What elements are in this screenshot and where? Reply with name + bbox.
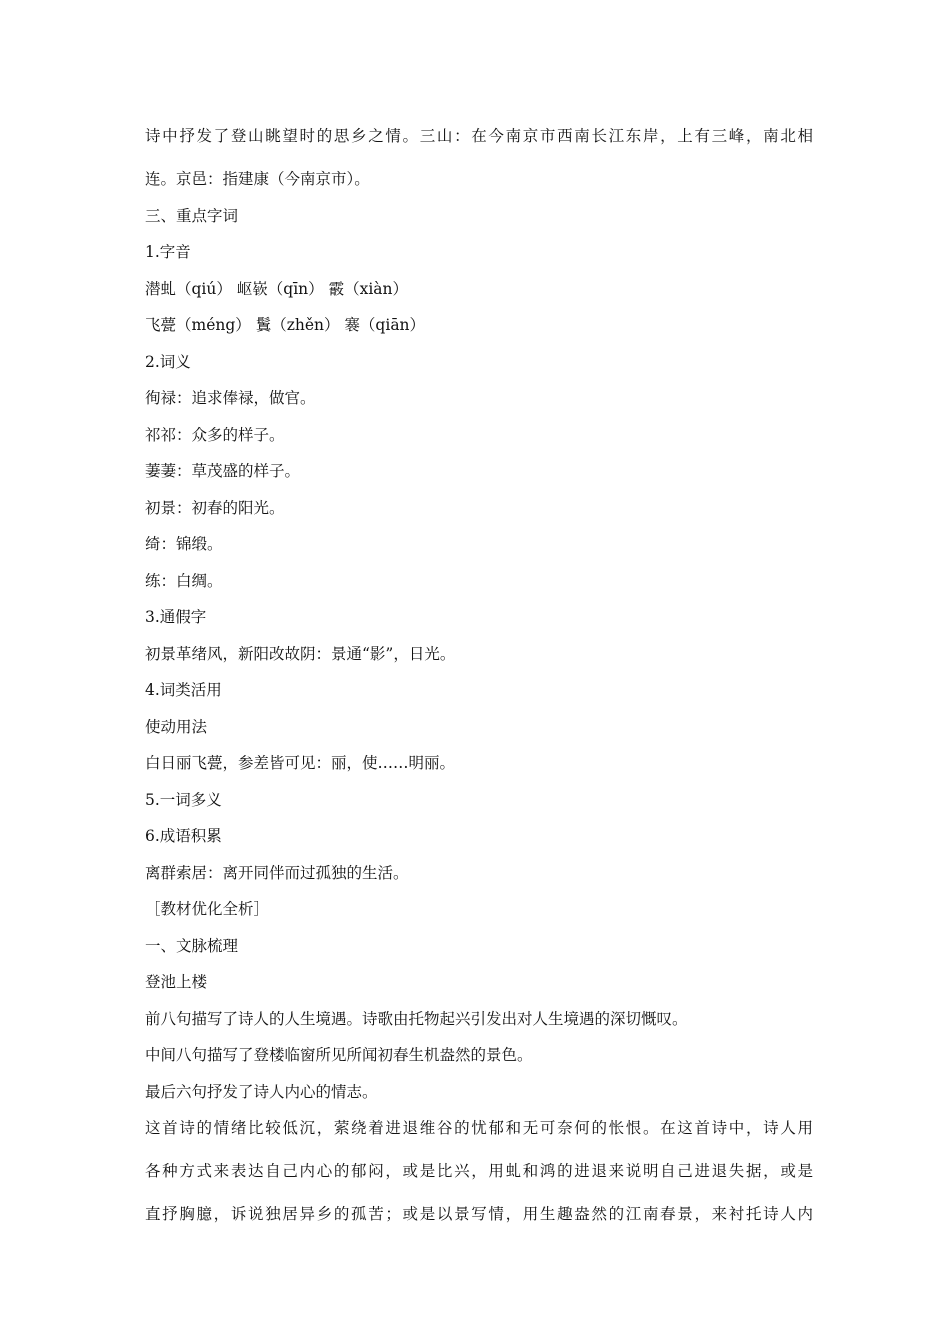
text-line: 这首诗的情绪比较低沉，萦绕着进退维谷的忧郁和无可奈何的怅恨。在这首诗中，诗人用 [145,1119,813,1137]
subsection-heading: 2.词义 [145,352,191,371]
document-body [145,124,813,1226]
text-line: 祁祁：众多的样子。 [145,425,285,444]
text-line: 潜虬（qiú） 岖嵚（qīn） 霰（xiàn） [145,279,409,298]
text-line: 连。京邑：指建康（今南京市）。 [145,170,370,188]
section-heading: ［教材优化全析］ [145,900,270,918]
text-line: 各种方式来表达自己内心的郁闷，或是比兴，用虬和鸿的进退来说明自己进退失据，或是 [145,1162,813,1180]
subsection-heading: 5.一词多义 [145,790,222,809]
text-line: 萋萋：草茂盛的样子。 [145,462,301,480]
text-line: 最后六句抒发了诗人内心的情志。 [145,1082,378,1101]
text-line: 直抒胸臆，诉说独居异乡的孤苦；或是以景写情，用生趣盎然的江南春景，来衬托诗人内 [145,1205,813,1223]
text-line: 练：白绸。 [145,571,223,590]
subsection-heading: 4.词类活用 [145,681,222,699]
text-line: 白日丽飞甍，参差皆可见：丽，使……明丽。 [145,754,456,772]
text-line: 初景革绪风，新阳改故阴：景通“影”，日光。 [145,644,456,663]
text-line: 登池上楼 [145,973,208,991]
subsection-heading: 6.成语积累 [145,827,222,845]
text-line: 使动用法 [145,717,208,736]
section-heading: 三、重点字词 [145,206,239,225]
section-heading: 一、文脉梳理 [145,936,239,955]
text-line: 绮：锦缎。 [145,535,223,553]
subsection-heading: 1.字音 [145,243,191,261]
text-line: 离群索居：离开同伴而过孤独的生活。 [145,863,409,882]
text-line: 前八句描写了诗人的人生境遇。诗歌由托物起兴引发出对人生境遇的深切慨叹。 [145,1009,688,1028]
text-line: 中间八句描写了登楼临窗所见所闻初春生机盎然的景色。 [145,1046,533,1064]
text-line: 诗中抒发了登山眺望时的思乡之情。三山：在今南京市西南长江东岸，上有三峰，南北相 [145,127,813,145]
text-line: 初景：初春的阳光。 [145,498,285,517]
subsection-heading: 3.通假字 [145,608,207,626]
text-line: 飞甍（méng） 鬒（zhěn） 褰（qiān） [145,316,426,334]
text-line: 徇禄：追求俸禄，做官。 [145,389,316,407]
